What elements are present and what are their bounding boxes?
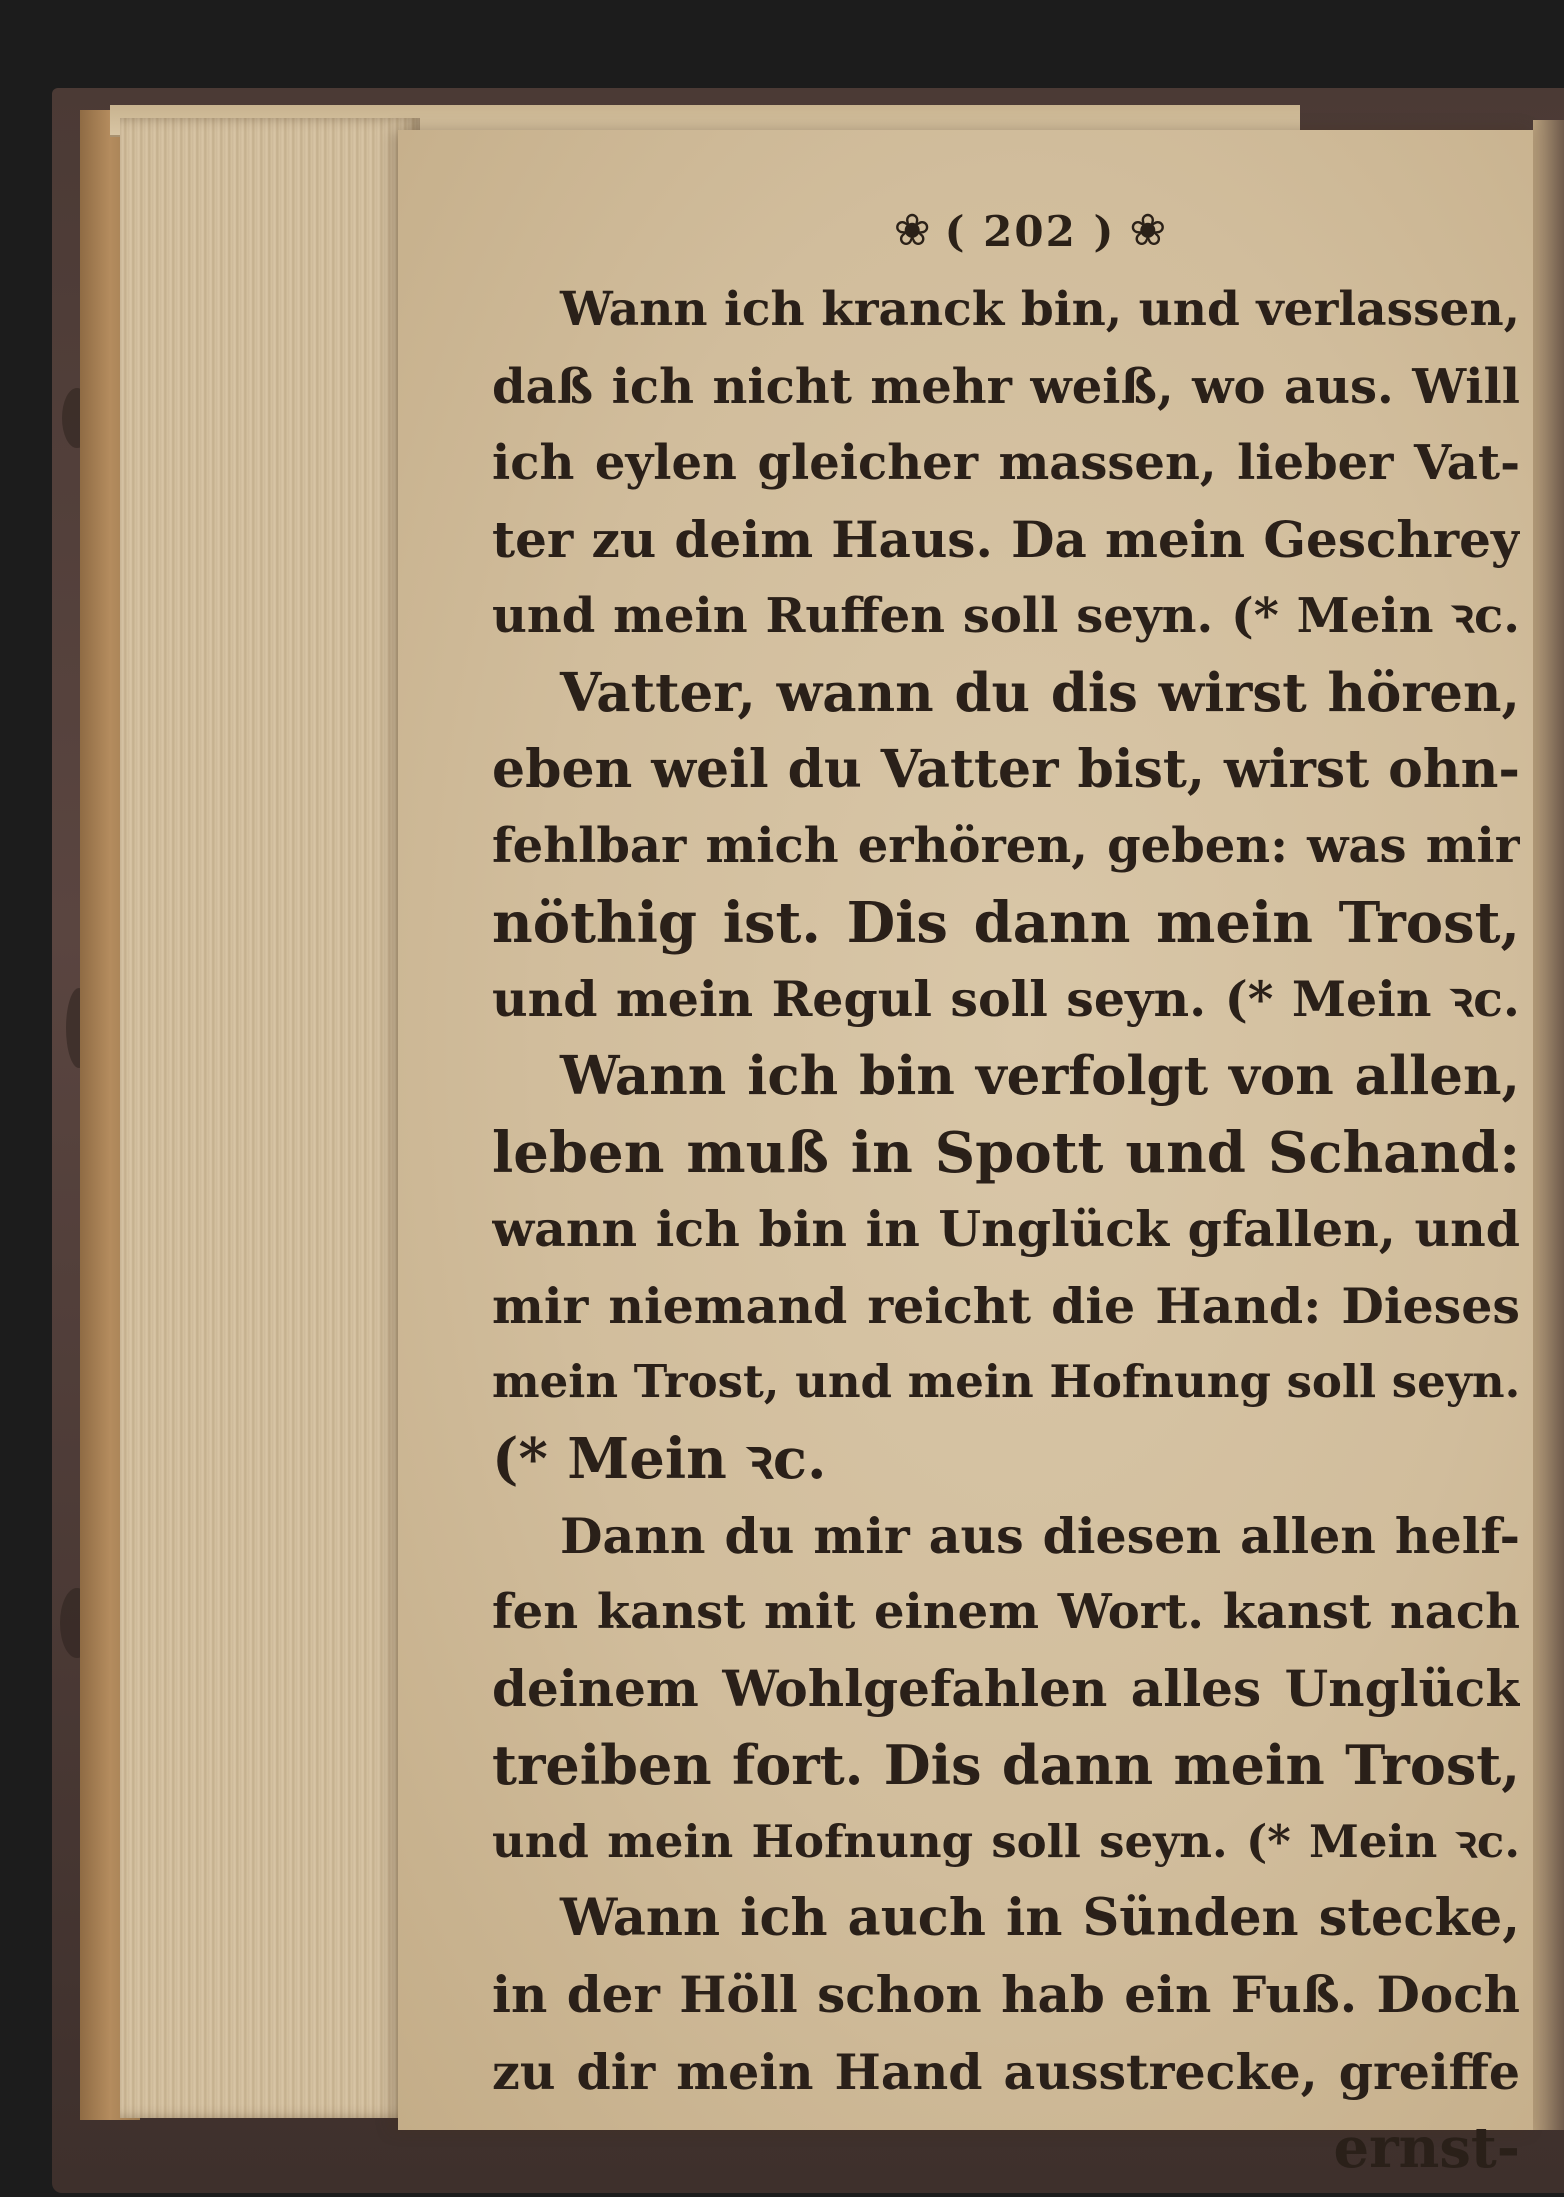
text-line: mein Trost, und mein Hofnung soll seyn. <box>492 1355 1520 1409</box>
text-line: ter zu deim Haus. Da mein Geschrey <box>492 509 1520 569</box>
text-line: und mein Regul soll seyn. (* Mein ꝛc. <box>492 970 1520 1029</box>
text-line: wann ich bin in Unglück gfallen, und <box>492 1200 1520 1259</box>
page-number: ( 202 ) <box>944 206 1116 256</box>
stanza <box>492 1038 1520 1498</box>
page-header <box>820 196 1240 266</box>
ornament-left-icon: ❀ <box>893 205 931 256</box>
text-line: Wann ich kranck bin, und verlassen, <box>560 282 1520 337</box>
text-line: Vatter, wann du dis wirst hören, <box>560 661 1520 724</box>
text-line: und mein Hofnung soll seyn. (* Mein ꝛc. <box>492 1814 1520 1868</box>
text-line: daß ich nicht mehr weiß, wo aus. Will <box>492 358 1520 415</box>
text-line: leben muß in Spott und Schand: <box>492 1119 1520 1186</box>
text-line: zu dir mein Hand ausstrecke, greiffe <box>492 2042 1520 2101</box>
text-line: fen kanst mit einem Wort. kanst nach <box>492 1584 1520 1641</box>
ornament-right-icon: ❀ <box>1129 205 1167 256</box>
text-line: mir niemand reicht die Hand: Dieses <box>492 1276 1520 1335</box>
stanza <box>492 272 1520 655</box>
text-line: eben weil du Vatter bist, wirst ohn- <box>492 738 1520 800</box>
stanza <box>492 655 1520 1038</box>
text-line: in der Höll schon hab ein Fuß. Doch <box>492 1965 1520 2025</box>
page-stack-edge <box>120 118 420 2118</box>
text-line: Wann ich auch in Sünden stecke, <box>560 1888 1520 1949</box>
text-line: ich eylen gleicher massen, lieber Vat- <box>492 435 1520 492</box>
text-line: und mein Ruffen soll seyn. (* Mein ꝛc. <box>492 588 1520 645</box>
catchword: ernst- <box>1333 2115 1520 2182</box>
text-line: Wann ich bin verfolgt von allen, <box>560 1044 1520 1107</box>
text-line: fehlbar mich erhören, geben: was mir <box>492 818 1520 875</box>
stanza <box>492 1880 1520 2110</box>
text-line: treiben fort. Dis dann mein Trost, <box>492 1733 1520 1798</box>
page-text <box>492 272 1520 2187</box>
text-line: deinem Wohlgefahlen alles Unglück <box>492 1658 1520 1718</box>
stanza <box>492 1498 1520 1881</box>
text-line: Dann du mir aus diesen allen helf- <box>560 1506 1520 1565</box>
text-line: nöthig ist. Dis dann mein Trost, <box>492 889 1520 956</box>
text-line: (* Mein ꝛc. <box>492 1425 827 1492</box>
page-edge-right <box>1533 120 1564 2130</box>
